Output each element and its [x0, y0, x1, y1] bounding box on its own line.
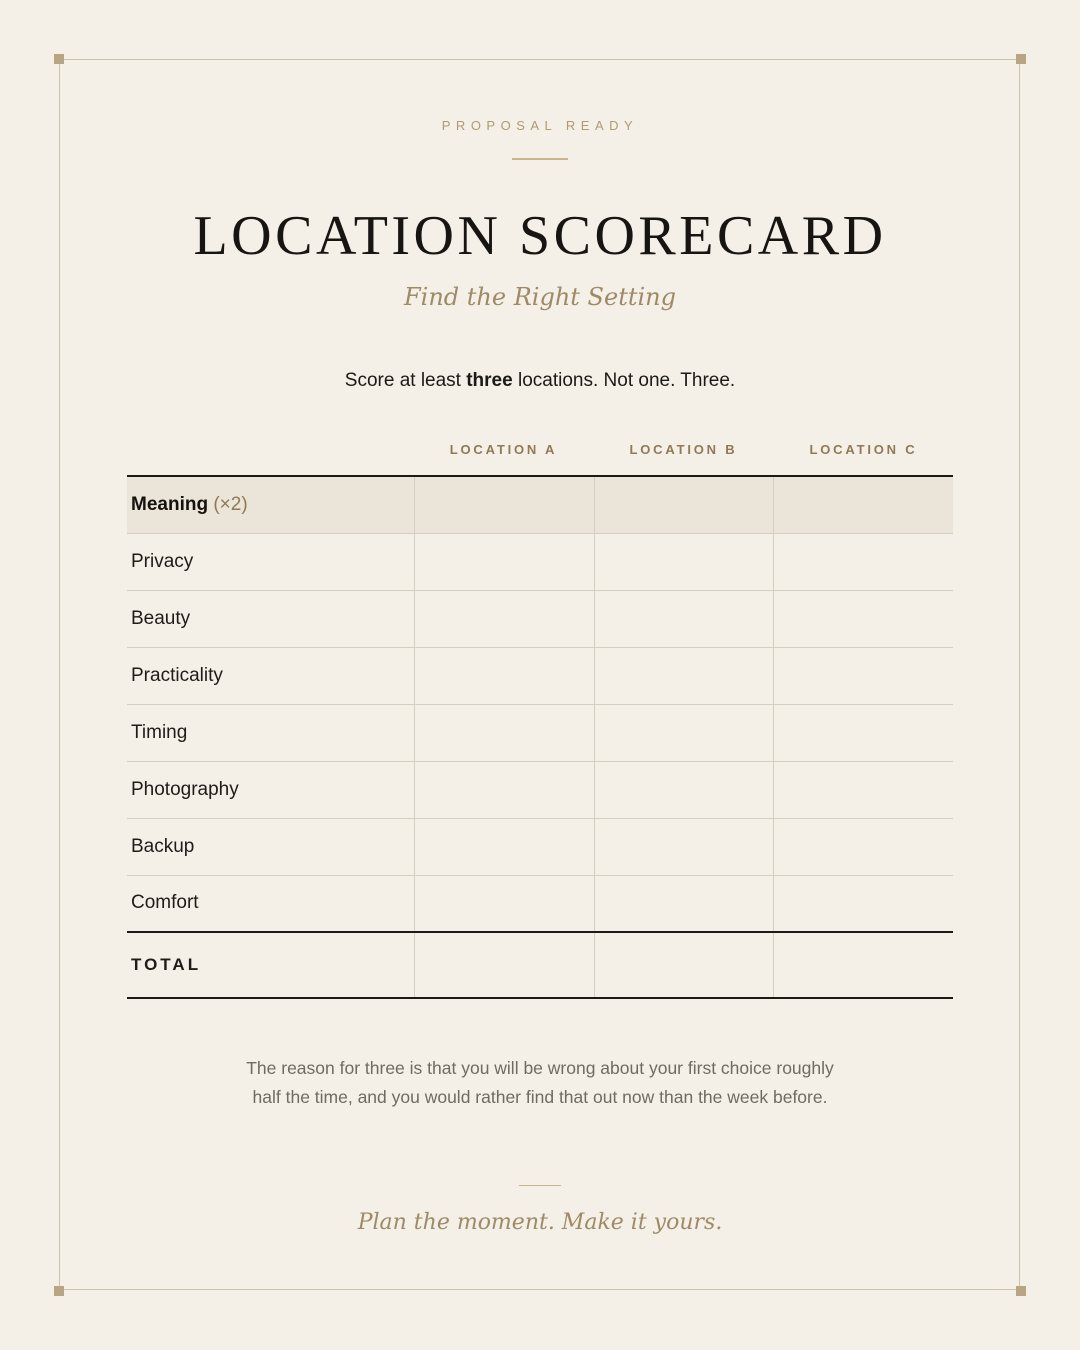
signoff-tagline: Plan the moment. Make it yours. — [357, 1210, 723, 1235]
score-cell-practicality-b[interactable] — [594, 647, 773, 704]
score-cell-privacy-c[interactable] — [774, 533, 953, 590]
score-cell-timing-b[interactable] — [594, 704, 773, 761]
column-header-location-b: LOCATION B — [629, 442, 738, 457]
total-cell-b[interactable] — [594, 932, 773, 998]
row-label-meaning-text: Meaning — [131, 493, 209, 515]
row-label-beauty: Beauty — [127, 590, 415, 647]
table-row-photography — [127, 761, 953, 818]
row-label-privacy: Privacy — [127, 533, 415, 590]
corner-ornament-top-right — [1016, 54, 1026, 64]
table-row-timing — [127, 704, 953, 761]
row-label-meaning — [127, 476, 415, 533]
column-header-location-c: LOCATION C — [809, 442, 918, 457]
score-cell-backup-a[interactable] — [415, 818, 594, 875]
table-row-meaning — [127, 476, 953, 533]
corner-ornament-bottom-right — [1016, 1286, 1026, 1296]
score-cell-meaning-b[interactable] — [594, 476, 773, 533]
score-cell-beauty-c[interactable] — [774, 590, 953, 647]
intro-text-emphasis: three — [466, 370, 513, 391]
column-header-location-a: LOCATION A — [449, 442, 558, 457]
score-cell-timing-c[interactable] — [774, 704, 953, 761]
score-cell-comfort-b[interactable] — [594, 875, 773, 932]
table-row-total — [127, 932, 953, 998]
score-cell-photography-a[interactable] — [415, 761, 594, 818]
table-row-practicality — [127, 647, 953, 704]
score-cell-privacy-a[interactable] — [415, 533, 594, 590]
total-cell-c[interactable] — [774, 932, 953, 998]
row-label-total: TOTAL — [127, 932, 415, 998]
table-row-comfort — [127, 875, 953, 932]
corner-ornament-top-left — [54, 54, 64, 64]
row-label-comfort: Comfort — [127, 875, 415, 932]
score-cell-meaning-a[interactable] — [415, 476, 594, 533]
table-row-privacy — [127, 533, 953, 590]
score-cell-practicality-a[interactable] — [415, 647, 594, 704]
score-cell-comfort-c[interactable] — [774, 875, 953, 932]
intro-text-end: locations. Not one. Three. — [512, 370, 736, 391]
intro-text — [0, 370, 1080, 392]
score-cell-practicality-c[interactable] — [774, 647, 953, 704]
eyebrow-label: PROPOSAL READY — [441, 118, 639, 133]
scorecard-table — [127, 475, 953, 999]
row-label-photography: Photography — [127, 761, 415, 818]
row-label-timing: Timing — [127, 704, 415, 761]
score-cell-backup-c[interactable] — [774, 818, 953, 875]
score-cell-comfort-a[interactable] — [415, 875, 594, 932]
score-cell-meaning-c[interactable] — [774, 476, 953, 533]
score-cell-photography-c[interactable] — [774, 761, 953, 818]
header-divider — [512, 158, 568, 160]
corner-ornament-bottom-left — [54, 1286, 64, 1296]
score-cell-backup-b[interactable] — [594, 818, 773, 875]
score-cell-timing-a[interactable] — [415, 704, 594, 761]
explanation-note: The reason for three is that you will be wrong about your first choice roughly half the time, and you would rather find that out now than the week before. — [246, 1058, 834, 1107]
table-row-beauty — [127, 590, 953, 647]
row-label-backup: Backup — [127, 818, 415, 875]
footer-divider — [519, 1185, 561, 1186]
total-cell-a[interactable] — [415, 932, 594, 998]
page-title: LOCATION SCORECARD — [193, 205, 887, 267]
intro-text-start: Score at least — [344, 370, 467, 391]
score-cell-beauty-b[interactable] — [594, 590, 773, 647]
score-cell-photography-b[interactable] — [594, 761, 773, 818]
page-subtitle: Find the Right Setting — [404, 283, 676, 311]
score-cell-beauty-a[interactable] — [415, 590, 594, 647]
row-label-practicality: Practicality — [127, 647, 415, 704]
score-cell-privacy-b[interactable] — [594, 533, 773, 590]
weight-multiplier: (×2) — [213, 493, 248, 515]
table-row-backup — [127, 818, 953, 875]
